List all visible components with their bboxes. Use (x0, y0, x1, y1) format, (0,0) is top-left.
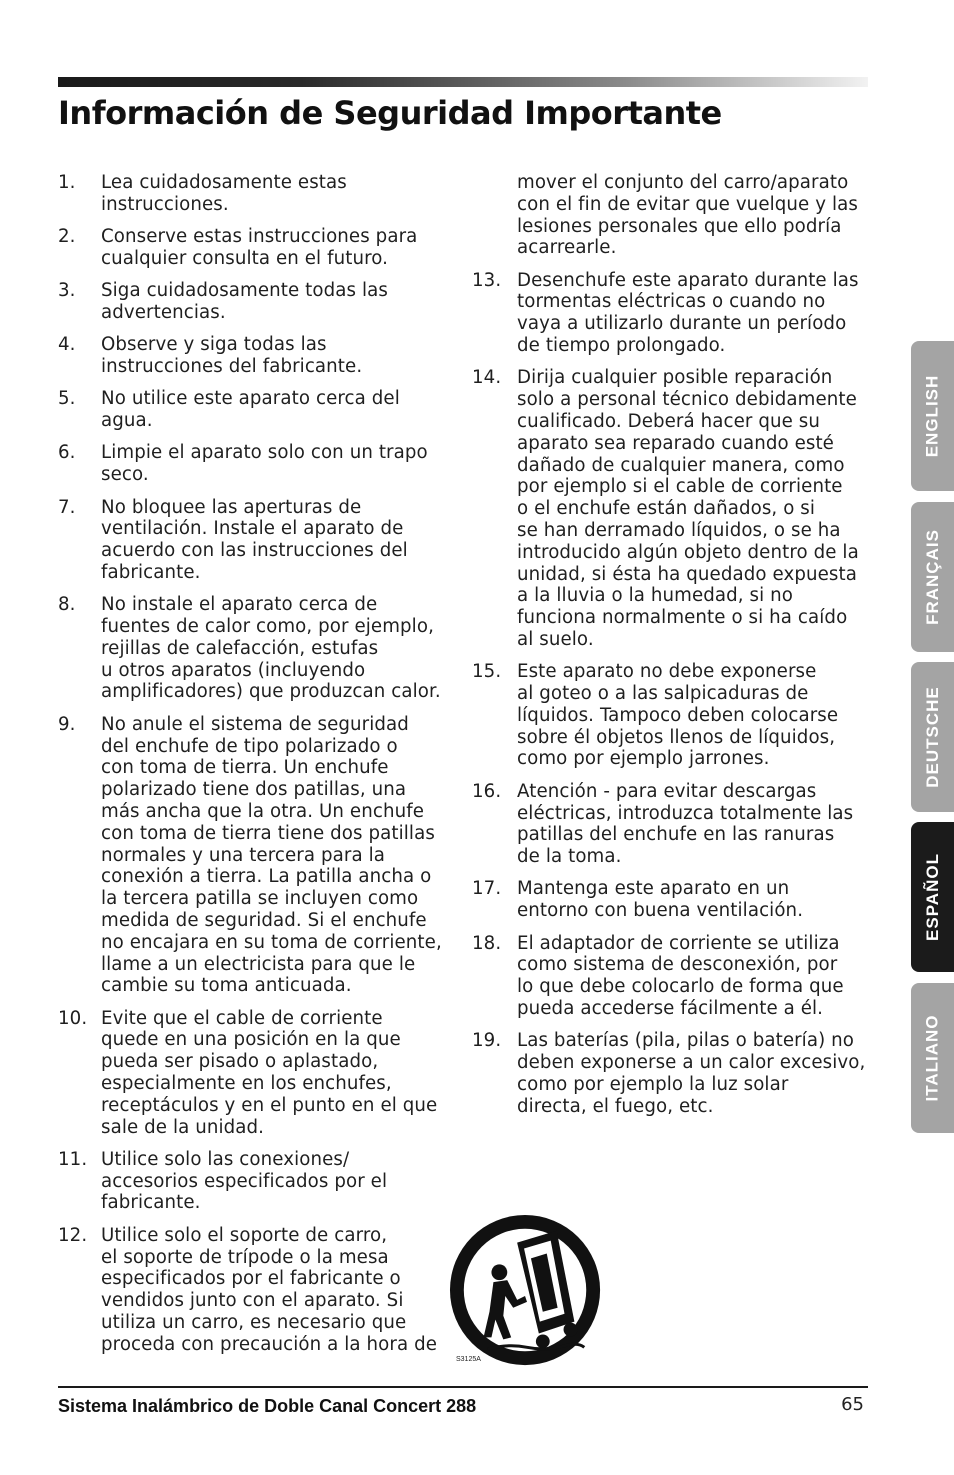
item-text: Mantenga este aparato en un entorno con buena ventilación. (517, 878, 804, 922)
item-text: Las baterías (pila, pilas o batería) no deben exponerse a un calor excesivo, como por ejemplo la luz solar directa, el fuego, etc. (517, 1030, 866, 1117)
item-number: 18. (472, 932, 502, 954)
left-column (58, 172, 453, 1366)
item-number: 3. (58, 280, 76, 302)
page-title: Información de Seguridad Importante (58, 94, 722, 132)
list-item (472, 270, 872, 357)
list-item (472, 661, 872, 770)
right-column (472, 172, 872, 1128)
item-number: 9. (58, 713, 76, 735)
tab-label: ITALIANO (922, 1014, 942, 1102)
item-number: 19. (472, 1030, 502, 1052)
tab-label: FRANÇAIS (922, 529, 942, 625)
item-number: 16. (472, 780, 502, 802)
item-text: Atención - para evitar descargas eléctricas, introduzca totalmente las patillas del enchufe en las ranuras de la toma. (517, 780, 854, 868)
item-number: 2. (58, 226, 76, 248)
tab-deutsche[interactable] (911, 662, 954, 812)
page-number: 65 (841, 1394, 864, 1415)
footer-rule (58, 1386, 868, 1388)
item-text: No anule el sistema de seguridad del enchufe de tipo polarizado o con toma de tierra. Un enchufe polarizado tiene dos patillas, una más ancha que la otra. Un enchufe con toma de tierra tiene dos patillas normales y una tercera para la conexión a tierra. La patilla ancha o la tercera patilla se incluyen como medida de seguridad. Si el enchufe no encajara en su toma de corriente, llame a un electricista para que le cambie su toma anticuada. (101, 713, 442, 997)
item-text: Observe y siga todas las instrucciones del fabricante. (101, 334, 363, 378)
item-text: Evite que el cable de corriente quede en una posición en la que pueda ser pisado o aplastado, especialmente en los enchufes, receptáculos y en el punto en el que sale de la unidad. (101, 1007, 438, 1138)
item-text: Utilice solo las conexiones/ accesorios especificados por el fabricante. (101, 1148, 388, 1214)
item-number: 6. (58, 442, 76, 464)
tab-label: ENGLISH (922, 374, 942, 458)
item-text: Desenchufe este aparato durante las tormentas eléctricas o cuando no vaya a utilizarlo durante un período de tiempo prolongado. (517, 269, 859, 357)
item-text: Este aparato no debe exponerse al goteo o a las salpicaduras de líquidos. Tampoco deben colocarse sobre él objetos llenos de líquidos, como por ejemplo jarrones. (517, 661, 839, 770)
item-number: 4. (58, 334, 76, 356)
item-text: No utilice este aparato cerca del agua. (101, 388, 400, 432)
item-number: 8. (58, 594, 76, 616)
item-text: No instale el aparato cerca de fuentes de calor como, por ejemplo, rejillas de calefacción, estufas u otros aparatos (incluyendo amplificadores) que produzcan calor. (101, 594, 441, 703)
list-item (58, 1225, 453, 1356)
list-item (58, 594, 453, 703)
item-text: Dirija cualquier posible reparación solo a personal técnico debidamente cualificado. Deberá hacer que su aparato sea reparado cuando esté dañado de cualquier manera, como por ejemplo si el cable de corriente o el enchufe están dañados, o si se han derramado líquidos, o se ha introducido algún objeto dentro de la unidad, si ésta ha quedado expuesta a la lluvia o la humedad, si no funciona normalmente o si ha caído al suelo. (517, 367, 859, 650)
tab-label: ESPAÑOL (922, 853, 942, 941)
item-number: 14. (472, 367, 502, 389)
item-text: Conserve estas instrucciones para cualquier consulta en el futuro. (101, 226, 418, 269)
item-number: 10. (58, 1007, 88, 1029)
item-text: Siga cuidadosamente todas las advertencias. (101, 280, 388, 323)
list-item (472, 878, 872, 922)
cart-icon-code: S3125A (456, 1356, 481, 1363)
header-rule (58, 77, 868, 87)
list-item (58, 226, 453, 270)
tab-francais[interactable] (911, 502, 954, 652)
list-item (472, 781, 872, 868)
list-item (58, 280, 453, 324)
list-item (58, 497, 453, 584)
item-number: 17. (472, 878, 502, 900)
list-item (58, 714, 453, 997)
tab-espanol[interactable] (911, 822, 954, 972)
list-item (58, 172, 453, 216)
list-item (58, 1149, 453, 1214)
cart-tip-over-warning-icon (448, 1213, 606, 1371)
list-item (472, 367, 872, 650)
tab-italiano[interactable] (911, 983, 954, 1133)
list-item (58, 1008, 453, 1139)
list-item (58, 334, 453, 378)
item-number: 15. (472, 661, 502, 683)
list-item (58, 388, 453, 432)
list-item (472, 933, 872, 1020)
item-number: 7. (58, 496, 76, 518)
item-text: Lea cuidadosamente estas instrucciones. (101, 172, 347, 215)
item-text: No bloquee las aperturas de ventilación. Instale el aparato de acuerdo con las instrucciones del fabricante. (101, 496, 408, 583)
item-number: 13. (472, 269, 502, 291)
item-text: Utilice solo el soporte de carro, el soporte de trípode o la mesa especificados por el fabricante o vendidos junto con el aparato. Si utiliza un carro, es necesario que proceda con precaución a la hora de (101, 1224, 438, 1355)
item-number: 12. (58, 1224, 88, 1246)
item-text: El adaptador de corriente se utiliza como sistema de desconexión, por lo que debe colocarlo de forma que pueda accederse fácilmente a él. (517, 932, 844, 1019)
item-number: 11. (58, 1148, 88, 1170)
item-text: Limpie el aparato solo con un trapo seco. (101, 442, 428, 486)
tab-english[interactable] (911, 341, 954, 491)
item-number: 1. (58, 172, 76, 193)
footer-title: Sistema Inalámbrico de Doble Canal Concert 288 (58, 1396, 477, 1416)
tab-label: DEUTSCHE (922, 686, 942, 788)
list-item (58, 442, 453, 486)
list-item (472, 1030, 872, 1117)
item-number: 5. (58, 388, 76, 410)
item-continuation: mover el conjunto del carro/aparato con el fin de evitar que vuelque y las lesiones personales que ello podría acarrearle. (517, 172, 858, 259)
